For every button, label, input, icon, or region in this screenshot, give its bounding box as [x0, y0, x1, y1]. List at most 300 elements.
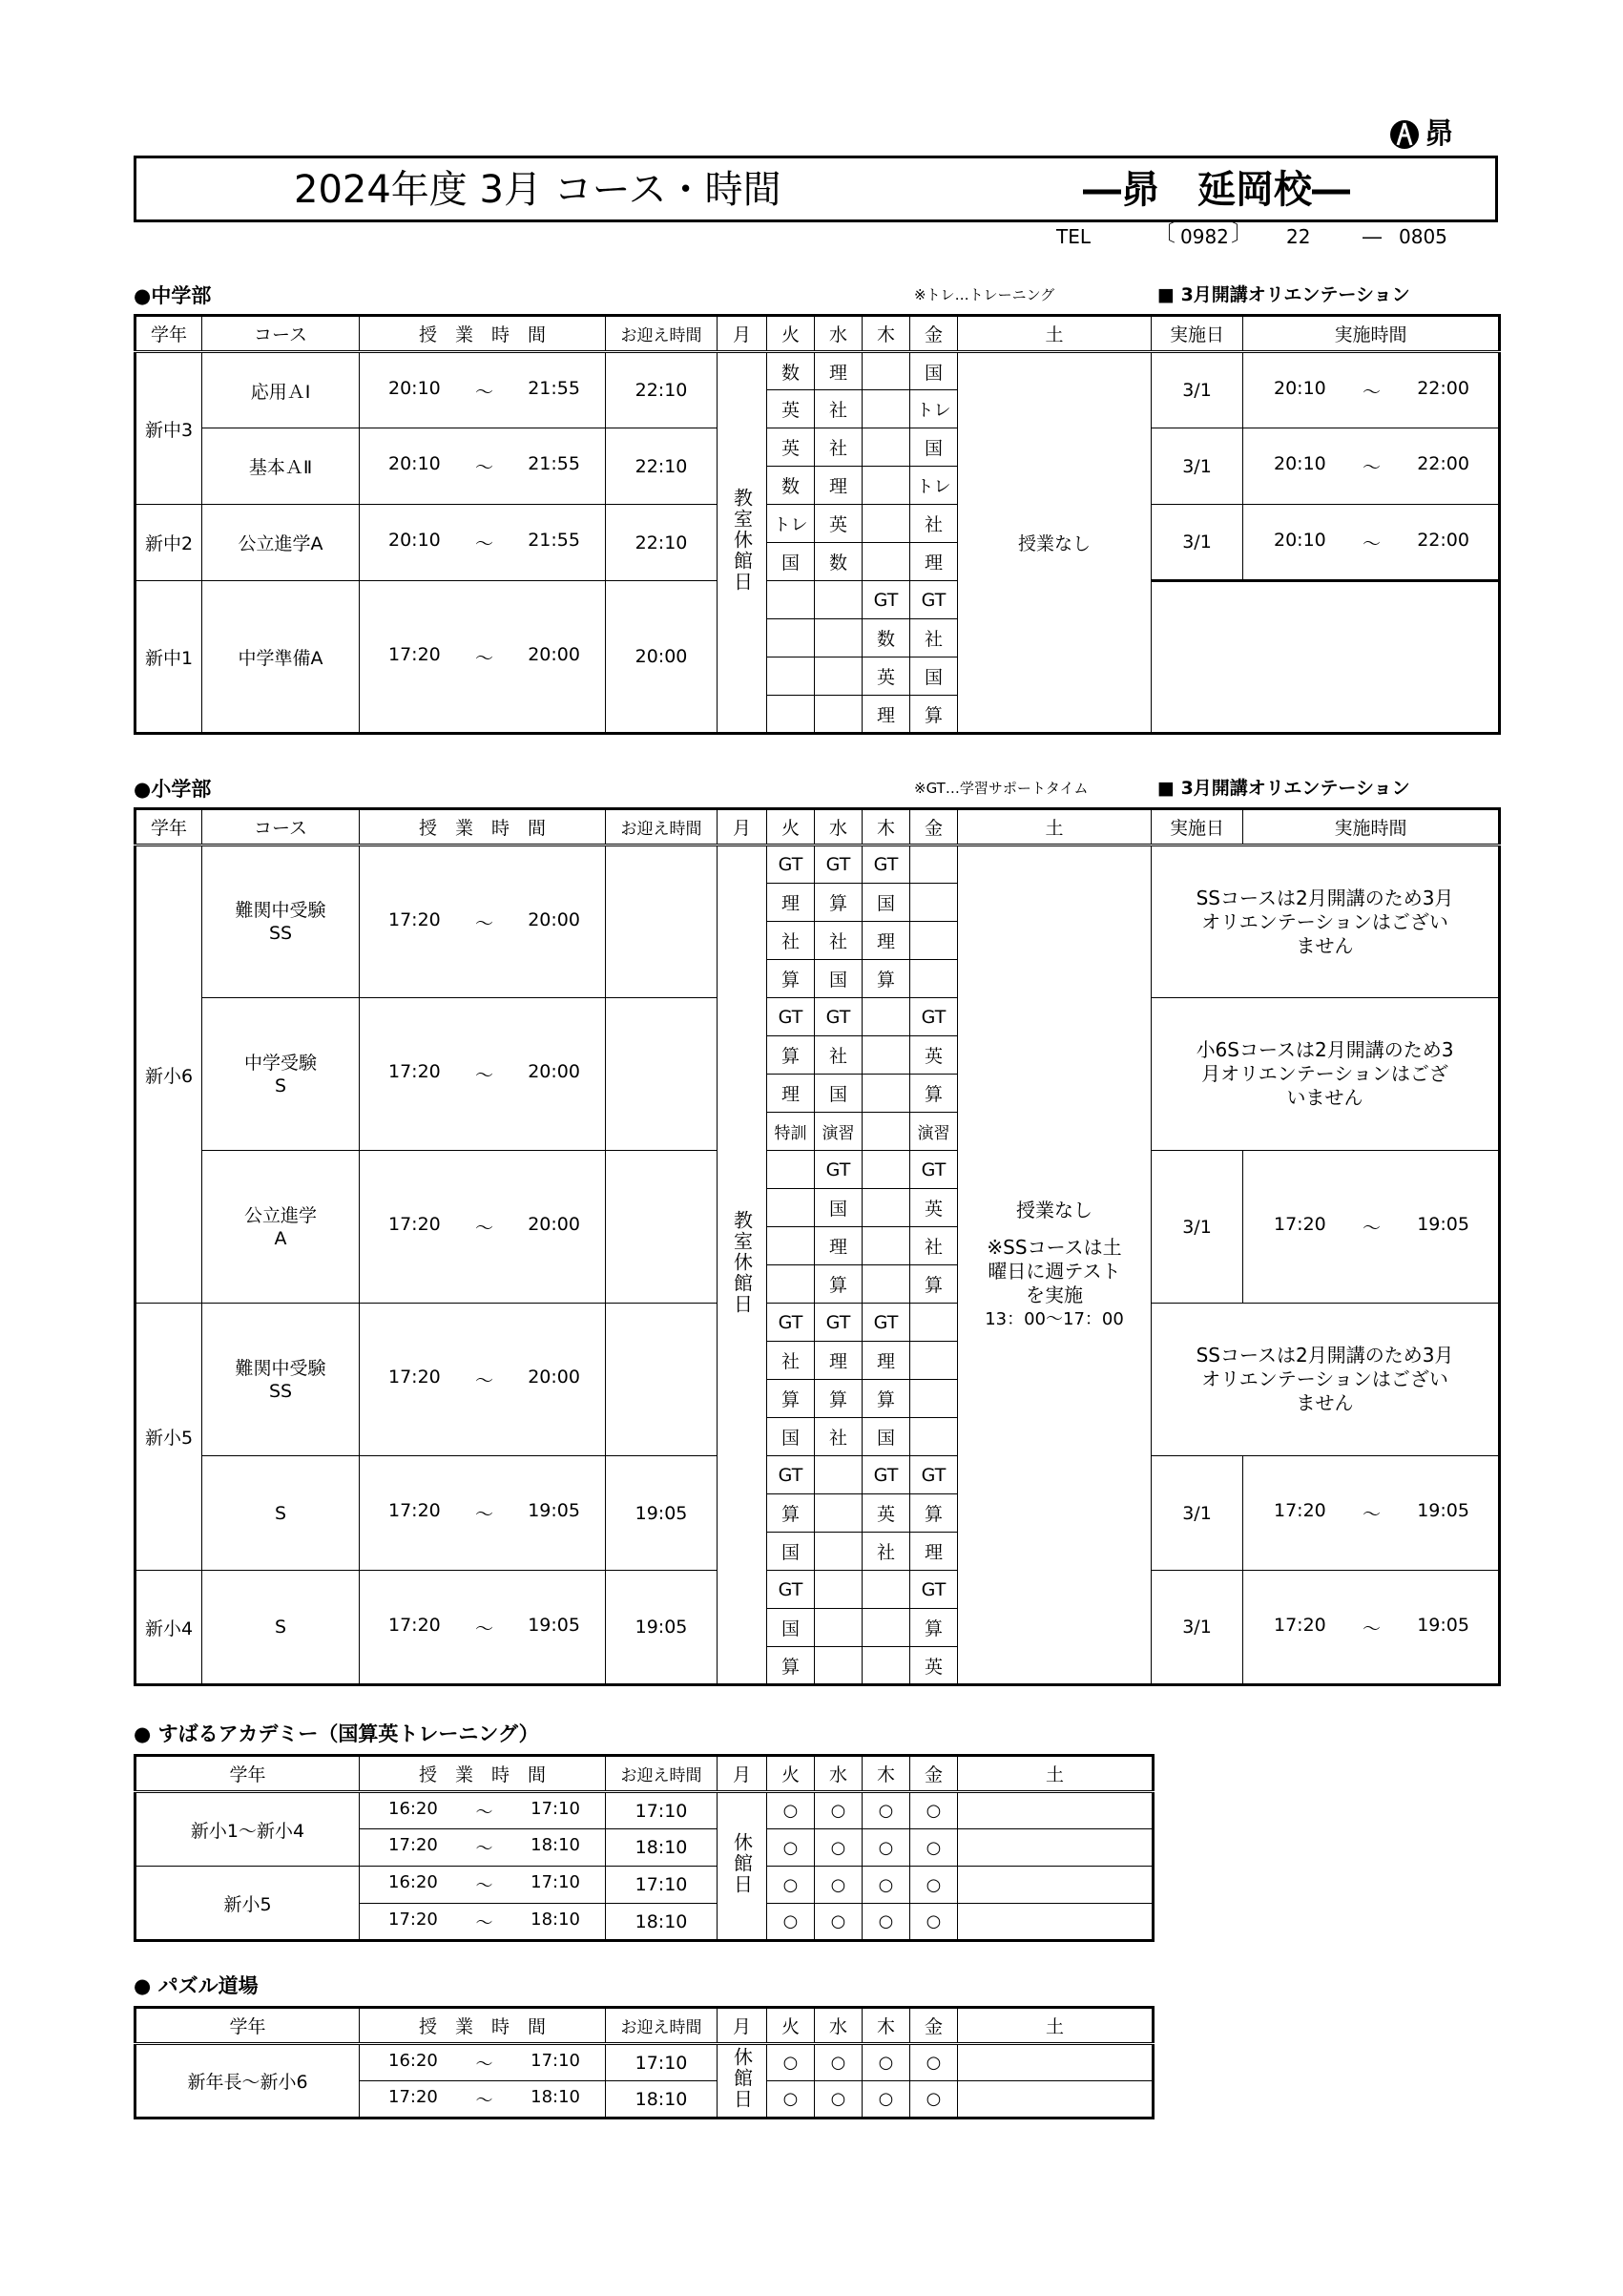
- junior-row-1-orientation-end: 22:00: [1417, 453, 1469, 474]
- academy-saturday-cell: [958, 1792, 1154, 1829]
- academy-header-sat: 土: [958, 1756, 1154, 1792]
- junior-day-cell: 理: [910, 543, 958, 581]
- junior-row-1-orientation-time-cell: [1243, 428, 1500, 505]
- junior-header-fri: 金: [910, 316, 958, 352]
- junior-day-cell: 社: [815, 428, 863, 467]
- junior-course: 応用ＡⅠ: [202, 352, 360, 428]
- junior-orientation-label: ■ 3月開講オリエンテーション: [1157, 284, 1410, 305]
- elementary-day-cell: GT: [815, 1151, 863, 1189]
- junior-row-3-start-time: 17:20: [388, 643, 441, 665]
- academy-class-mark: ○: [815, 1829, 863, 1867]
- logo-text: 昴: [1425, 117, 1453, 151]
- academy-class-mark: ○: [863, 1867, 910, 1904]
- academy-header-class-time: 授 業 時 間: [360, 1756, 606, 1792]
- academy-group-1-slot-0-time-cell: [360, 1867, 606, 1904]
- puzzle-group-0-slot-1-end-time: 18:10: [531, 2086, 580, 2107]
- academy-header-row: [135, 1756, 1154, 1792]
- puzzle-group-0-slot-1-time-cell: [360, 2081, 606, 2119]
- elementary-row-3-start-time: 17:20: [388, 1367, 441, 1388]
- elementary-day-cell: 理: [863, 1342, 910, 1380]
- elementary-day-cell: 国: [767, 1418, 815, 1456]
- junior-row-1-time-wrap: [360, 453, 605, 479]
- junior-row-1-orientation-start: 20:10: [1274, 453, 1326, 474]
- elementary-day-cell: 社: [815, 922, 863, 960]
- junior-day-cell: 英: [767, 390, 815, 428]
- elementary-course-line1: S: [274, 1617, 287, 1638]
- elementary-row-3-end-time: 20:00: [528, 1367, 580, 1388]
- elementary-row-0-end-time: 20:00: [528, 908, 580, 930]
- elementary-saturday: [958, 845, 1152, 1685]
- junior-row-1-tilde: ～: [474, 457, 493, 478]
- puzzle-saturday-cell: [958, 2081, 1154, 2119]
- elementary-subrow: [135, 1456, 1500, 1494]
- junior-day-cell: 数: [767, 467, 815, 505]
- elementary-header-row: [135, 809, 1500, 845]
- elementary-day-cell: GT: [910, 1571, 958, 1609]
- puzzle-header-class-time: 授 業 時 間: [360, 2008, 606, 2044]
- elementary-day-cell: [815, 1533, 863, 1571]
- junior-header-orientation-time: 実施時間: [1243, 316, 1500, 352]
- elementary-day-cell: [910, 960, 958, 998]
- academy-class-mark: ○: [863, 1829, 910, 1867]
- academy-saturday-cell: [958, 1829, 1154, 1867]
- elementary-day-cell: GT: [910, 1456, 958, 1494]
- junior-day-cell: 社: [910, 505, 958, 543]
- elementary-day-cell: GT: [767, 1456, 815, 1494]
- elementary-day-cell: [815, 1609, 863, 1647]
- puzzle-header-fri: 金: [910, 2008, 958, 2044]
- school-logo: [1388, 116, 1488, 153]
- junior-row-1-end-time: 21:55: [528, 453, 580, 474]
- elementary-row-5-orientation-time-cell: [1243, 1571, 1500, 1685]
- elementary-day-cell: [767, 1265, 815, 1304]
- elementary-day-cell: 算: [815, 884, 863, 922]
- junior-day-cell: [767, 619, 815, 657]
- elementary-day-cell: 算: [910, 1265, 958, 1304]
- elementary-day-cell: GT: [767, 845, 815, 884]
- elementary-day-cell: 演習: [910, 1113, 958, 1151]
- academy-monday-closed: [718, 1792, 767, 1941]
- elementary-header-grade: 学年: [135, 809, 202, 845]
- elementary-day-cell: 算: [767, 1494, 815, 1533]
- academy-class-mark: ○: [910, 1904, 958, 1941]
- junior-pickup: 22:10: [606, 505, 718, 581]
- junior-subrow: [135, 428, 1500, 467]
- academy-group-0-slot-1-tilde: ～: [475, 1839, 493, 1859]
- junior-row-3-tilde: ～: [474, 647, 493, 669]
- junior-day-cell: 国: [767, 543, 815, 581]
- junior-day-cell: 国: [910, 352, 958, 390]
- elementary-day-cell: [863, 1265, 910, 1304]
- academy-group-0-slot-1-time-cell: [360, 1829, 606, 1867]
- junior-row-0-orientation-time-wrap: [1243, 378, 1498, 404]
- junior-row-0-end-time: 21:55: [528, 377, 580, 399]
- elementary-header-course: コース: [202, 809, 360, 845]
- elementary-day-cell: 演習: [815, 1113, 863, 1151]
- junior-day-cell: [815, 619, 863, 657]
- elementary-grade: 新小6: [135, 845, 202, 1304]
- elementary-row-5-time-wrap: [360, 1615, 605, 1640]
- elementary-row-1-time-wrap: [360, 1061, 605, 1087]
- elementary-day-cell: [863, 1227, 910, 1265]
- elementary-row-2-orientation-time-wrap: [1243, 1214, 1498, 1240]
- junior-row-0-orientation-start: 20:10: [1274, 377, 1326, 399]
- elementary-saturday-text: 授業なし: [1016, 1199, 1092, 1221]
- puzzle-group-0-slot-1-tilde: ～: [475, 2090, 493, 2111]
- elementary-row-2-time-wrap: [360, 1214, 605, 1240]
- elementary-day-cell: 国: [767, 1533, 815, 1571]
- elementary-row-4-orientation-time-cell: [1243, 1456, 1500, 1571]
- puzzle-group-0-slot-1-time-wrap: [360, 2087, 605, 2112]
- academy-class-mark: ○: [910, 1829, 958, 1867]
- elementary-day-cell: [767, 1189, 815, 1227]
- junior-orientation-blank: [1152, 581, 1500, 734]
- academy-group-1-slot-0-time-wrap: [360, 1872, 605, 1897]
- academy-group-0-slot-0-start-time: 16:20: [388, 1798, 438, 1819]
- elementary-day-cell: GT: [910, 998, 958, 1036]
- elementary-day-cell: [863, 1609, 910, 1647]
- puzzle-group-0-slot-1-start-time: 17:20: [388, 2086, 438, 2107]
- elementary-day-cell: 理: [767, 1075, 815, 1113]
- academy-pickup: 18:10: [606, 1904, 718, 1941]
- elementary-orientation-note: SSコースは2月開講のため3月オリエンテーションはございません: [1152, 845, 1500, 998]
- elementary-day-cell: [815, 1647, 863, 1685]
- elementary-course: [202, 998, 360, 1151]
- junior-day-cell: トレ: [767, 505, 815, 543]
- academy-group-0-slot-1-time-wrap: [360, 1835, 605, 1860]
- elementary-course: [202, 1304, 360, 1456]
- puzzle-closed-text: 休館日: [730, 2047, 754, 2110]
- elementary-day-cell: GT: [863, 845, 910, 884]
- elementary-row-5-start-time: 17:20: [388, 1614, 441, 1636]
- academy-group-0-slot-1-start-time: 17:20: [388, 1835, 438, 1855]
- elementary-day-cell: 理: [815, 1227, 863, 1265]
- elementary-course: [202, 1571, 360, 1685]
- puzzle-header-wed: 水: [815, 2008, 863, 2044]
- junior-pickup: 22:10: [606, 428, 718, 505]
- elementary-day-cell: 算: [863, 960, 910, 998]
- elementary-pickup: [606, 1304, 718, 1456]
- junior-day-cell: 英: [767, 428, 815, 467]
- junior-day-cell: [863, 505, 910, 543]
- elementary-day-cell: [863, 998, 910, 1036]
- puzzle-group-0-slot-0-tilde: ～: [475, 2054, 493, 2075]
- academy-group-0-slot-0-time-cell: [360, 1792, 606, 1829]
- academy-class-mark: ○: [767, 1867, 815, 1904]
- junior-row-1-start-time: 20:10: [388, 453, 441, 474]
- elementary-day-cell: GT: [863, 1304, 910, 1342]
- junior-day-cell: [767, 696, 815, 734]
- elementary-row-5-orientation-start: 17:20: [1274, 1614, 1326, 1636]
- elementary-subrow: [135, 845, 1500, 884]
- junior-day-cell: 理: [815, 467, 863, 505]
- puzzle-class-mark: ○: [767, 2044, 815, 2081]
- elementary-day-cell: 社: [863, 1533, 910, 1571]
- academy-slot-row: [135, 1792, 1154, 1829]
- puzzle-class-mark: ○: [863, 2044, 910, 2081]
- puzzle-group-0-slot-0-time-cell: [360, 2044, 606, 2081]
- elementary-row-3-time-cell: [360, 1304, 606, 1456]
- junior-header-row: [135, 316, 1500, 352]
- elementary-subrow: [135, 998, 1500, 1036]
- puzzle-section-title: ● パズル道場: [134, 1974, 259, 1997]
- puzzle-header-grade: 学年: [135, 2008, 360, 2044]
- elementary-day-cell: GT: [815, 845, 863, 884]
- junior-header-thu: 木: [863, 316, 910, 352]
- junior-row-0-orientation-end: 22:00: [1417, 377, 1469, 399]
- elementary-day-cell: 算: [910, 1494, 958, 1533]
- elementary-day-cell: GT: [863, 1456, 910, 1494]
- academy-group-1-slot-1-tilde: ～: [475, 1912, 493, 1933]
- junior-row-1-orientation-time-wrap: [1243, 453, 1498, 479]
- puzzle-group-0-slot-0-time-wrap: [360, 2051, 605, 2076]
- elementary-day-cell: 国: [815, 960, 863, 998]
- junior-day-cell: 英: [863, 657, 910, 696]
- elementary-row-1-end-time: 20:00: [528, 1061, 580, 1082]
- academy-closed-text: 休館日: [730, 1832, 754, 1895]
- elementary-course-line1: 難関中受験: [235, 900, 326, 921]
- academy-pickup: 17:10: [606, 1867, 718, 1904]
- junior-day-cell: GT: [863, 581, 910, 619]
- junior-grade: 新中3: [135, 352, 202, 505]
- elementary-day-cell: 社: [815, 1036, 863, 1075]
- junior-row-1-time-cell: [360, 428, 606, 505]
- elementary-saturday-note: ※SSコースは土曜日に週テストを実施: [987, 1236, 1122, 1306]
- junior-day-cell: 理: [863, 696, 910, 734]
- elementary-day-cell: 理: [815, 1342, 863, 1380]
- puzzle-class-mark: ○: [910, 2081, 958, 2119]
- elementary-day-cell: [910, 1342, 958, 1380]
- puzzle-slot-row: [135, 2044, 1154, 2081]
- puzzle-monday-closed: [718, 2044, 767, 2119]
- junior-closed-text: 教室休館日: [730, 488, 754, 593]
- elementary-day-cell: 英: [910, 1647, 958, 1685]
- elementary-row-2-orientation-tilde: ～: [1362, 1218, 1381, 1239]
- junior-row-3-time-wrap: [360, 644, 605, 670]
- elementary-day-cell: [863, 1151, 910, 1189]
- title-box: [134, 156, 1498, 222]
- junior-row-0-start-time: 20:10: [388, 377, 441, 399]
- elementary-day-cell: 国: [767, 1609, 815, 1647]
- elementary-day-cell: [863, 1036, 910, 1075]
- tel-dash: ―: [1363, 225, 1382, 248]
- tel-bracket-close: 〕: [1231, 219, 1254, 246]
- elementary-day-cell: [910, 845, 958, 884]
- junior-day-cell: 数: [863, 619, 910, 657]
- junior-row-0-tilde: ～: [474, 381, 493, 403]
- elementary-day-cell: 国: [815, 1189, 863, 1227]
- junior-day-cell: [863, 543, 910, 581]
- elementary-day-cell: 社: [767, 922, 815, 960]
- junior-orientation-date: 3/1: [1152, 352, 1243, 428]
- junior-day-cell: 数: [815, 543, 863, 581]
- academy-pickup: 17:10: [606, 1792, 718, 1829]
- elementary-course-line2: SS: [268, 923, 293, 944]
- junior-subrow: [135, 352, 1500, 390]
- puzzle-header-row: [135, 2008, 1154, 2044]
- junior-header-tue: 火: [767, 316, 815, 352]
- puzzle-class-mark: ○: [815, 2081, 863, 2119]
- puzzle-group-0-slot-0-start-time: 16:20: [388, 2050, 438, 2071]
- academy-group-1-slot-1-start-time: 17:20: [388, 1909, 438, 1930]
- elementary-course-line2: A: [274, 1227, 287, 1249]
- junior-day-cell: 社: [910, 619, 958, 657]
- elementary-header-tue: 火: [767, 809, 815, 845]
- elementary-row-5-orientation-end: 19:05: [1417, 1614, 1469, 1636]
- junior-row-2-orientation-tilde: ～: [1362, 532, 1381, 554]
- junior-note: ※トレ…トレーニング: [914, 286, 1055, 303]
- elementary-row-2-tilde: ～: [474, 1218, 493, 1239]
- elementary-subrow: [135, 1571, 1500, 1609]
- elementary-row-1-time-cell: [360, 998, 606, 1151]
- elementary-course-line1: S: [274, 1502, 287, 1524]
- elementary-header-orientation-time: 実施時間: [1243, 809, 1500, 845]
- academy-group-1-slot-0-tilde: ～: [475, 1876, 493, 1896]
- elementary-pickup: 19:05: [606, 1571, 718, 1685]
- junior-row-2-orientation-time-cell: [1243, 505, 1500, 581]
- puzzle-saturday-cell: [958, 2044, 1154, 2081]
- junior-orientation-date: 3/1: [1152, 428, 1243, 505]
- elementary-row-5-orientation-tilde: ～: [1362, 1618, 1381, 1639]
- elementary-day-cell: 算: [815, 1265, 863, 1304]
- elementary-row-1-start-time: 17:20: [388, 1061, 441, 1082]
- junior-day-cell: 国: [910, 657, 958, 696]
- elementary-grade: 新小4: [135, 1571, 202, 1685]
- elementary-day-cell: 国: [815, 1075, 863, 1113]
- elementary-monday-closed: [718, 845, 767, 1685]
- junior-row-2-time-cell: [360, 505, 606, 581]
- academy-grade: 新小5: [135, 1867, 360, 1941]
- elementary-orientation-date: 3/1: [1152, 1456, 1243, 1571]
- elementary-day-cell: [863, 1189, 910, 1227]
- elementary-row-4-start-time: 17:20: [388, 1500, 441, 1521]
- puzzle-header-thu: 木: [863, 2008, 910, 2044]
- elementary-day-cell: 理: [767, 884, 815, 922]
- elementary-day-cell: 算: [863, 1380, 910, 1418]
- elementary-header-orientation-date: 実施日: [1152, 809, 1243, 845]
- puzzle-schedule-table: [134, 2006, 1155, 2119]
- elementary-day-cell: 国: [863, 884, 910, 922]
- elementary-row-2-orientation-time-cell: [1243, 1151, 1500, 1304]
- junior-section-title: ●中学部: [134, 284, 212, 307]
- elementary-day-cell: GT: [767, 1304, 815, 1342]
- tel-mid: 22: [1286, 225, 1311, 248]
- elementary-day-cell: 算: [910, 1075, 958, 1113]
- elementary-subrow: [135, 1151, 1500, 1189]
- junior-header-sat: 土: [958, 316, 1152, 352]
- junior-grade: 新中2: [135, 505, 202, 581]
- elementary-day-cell: [863, 1113, 910, 1151]
- junior-header-class-time: 授 業 時 間: [360, 316, 606, 352]
- junior-subrow: [135, 581, 1500, 619]
- elementary-course-line1: 中学受験: [243, 1052, 317, 1074]
- academy-schedule-table: [134, 1754, 1155, 1942]
- junior-day-cell: 数: [767, 352, 815, 390]
- junior-header-orientation-date: 実施日: [1152, 316, 1243, 352]
- page-title: 2024年度 3月 コース・時間: [294, 168, 781, 212]
- elementary-course-line2: S: [274, 1075, 287, 1096]
- elementary-grade: 新小5: [135, 1304, 202, 1571]
- elementary-day-cell: 特訓: [767, 1113, 815, 1151]
- elementary-course: [202, 1456, 360, 1571]
- junior-day-cell: [767, 581, 815, 619]
- elementary-day-cell: [910, 1418, 958, 1456]
- junior-saturday: 授業なし: [958, 352, 1152, 734]
- elementary-day-cell: [863, 1075, 910, 1113]
- puzzle-class-mark: ○: [815, 2044, 863, 2081]
- junior-day-cell: 国: [910, 428, 958, 467]
- junior-row-2-end-time: 21:55: [528, 530, 580, 551]
- elementary-day-cell: 算: [767, 1036, 815, 1075]
- elementary-header-pickup: お迎え時間: [606, 809, 718, 845]
- elementary-row-2-end-time: 20:00: [528, 1214, 580, 1235]
- puzzle-class-mark: ○: [863, 2081, 910, 2119]
- elementary-row-4-time-wrap: [360, 1500, 605, 1526]
- junior-header-wed: 水: [815, 316, 863, 352]
- junior-day-cell: [863, 390, 910, 428]
- elementary-day-cell: 英: [910, 1189, 958, 1227]
- elementary-day-cell: [815, 1456, 863, 1494]
- junior-schedule-table: [134, 314, 1501, 735]
- elementary-day-cell: 算: [815, 1380, 863, 1418]
- puzzle-class-mark: ○: [910, 2044, 958, 2081]
- junior-day-cell: [863, 428, 910, 467]
- elementary-day-cell: 算: [767, 960, 815, 998]
- junior-day-cell: [863, 352, 910, 390]
- elementary-row-2-orientation-end: 19:05: [1417, 1214, 1469, 1235]
- academy-slot-row: [135, 1867, 1154, 1904]
- junior-day-cell: [863, 467, 910, 505]
- puzzle-pickup: 17:10: [606, 2044, 718, 2081]
- junior-day-cell: 社: [815, 390, 863, 428]
- logo-mark-icon: [1388, 118, 1421, 151]
- elementary-day-cell: 理: [863, 922, 910, 960]
- elementary-day-cell: [910, 1304, 958, 1342]
- puzzle-grade: 新年長～新小6: [135, 2044, 360, 2119]
- junior-row-0-time-cell: [360, 352, 606, 428]
- junior-day-cell: 算: [910, 696, 958, 734]
- elementary-day-cell: [815, 1571, 863, 1609]
- elementary-orientation-label: ■ 3月開講オリエンテーション: [1157, 778, 1410, 799]
- elementary-row-4-orientation-start: 17:20: [1274, 1500, 1326, 1521]
- academy-header-mon: 月: [718, 1756, 767, 1792]
- junior-pickup: 22:10: [606, 352, 718, 428]
- academy-header-grade: 学年: [135, 1756, 360, 1792]
- elementary-row-2-time-cell: [360, 1151, 606, 1304]
- junior-row-3-end-time: 20:00: [528, 643, 580, 665]
- academy-header-wed: 水: [815, 1756, 863, 1792]
- elementary-row-4-tilde: ～: [474, 1504, 493, 1525]
- elementary-day-cell: [910, 1380, 958, 1418]
- junior-header-course: コース: [202, 316, 360, 352]
- elementary-day-cell: 算: [767, 1380, 815, 1418]
- elementary-row-1-tilde: ～: [474, 1065, 493, 1086]
- elementary-pickup: [606, 1151, 718, 1304]
- academy-class-mark: ○: [815, 1792, 863, 1829]
- elementary-course: [202, 845, 360, 998]
- academy-class-mark: ○: [815, 1867, 863, 1904]
- elementary-day-cell: 理: [910, 1533, 958, 1571]
- academy-class-mark: ○: [767, 1829, 815, 1867]
- school-name: ―昴 延岡校―: [1083, 168, 1350, 212]
- junior-subrow: [135, 505, 1500, 543]
- elementary-header-thu: 木: [863, 809, 910, 845]
- puzzle-header-sat: 土: [958, 2008, 1154, 2044]
- junior-row-2-time-wrap: [360, 530, 605, 555]
- junior-row-2-start-time: 20:10: [388, 530, 441, 551]
- academy-group-0-slot-0-tilde: ～: [475, 1802, 493, 1823]
- elementary-day-cell: GT: [910, 1151, 958, 1189]
